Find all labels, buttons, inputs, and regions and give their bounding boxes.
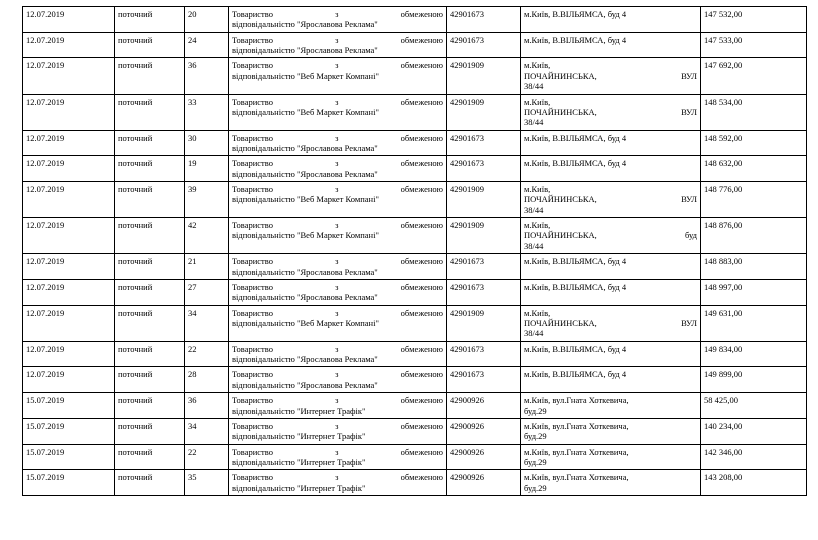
address-line-1: м.Київ, xyxy=(524,184,551,195)
cell-code: 42901909 xyxy=(447,94,521,130)
entity-name-line-1: Товариство з обмеженою xyxy=(232,184,443,195)
cell-number: 28 xyxy=(185,367,229,393)
cell-number: 34 xyxy=(185,305,229,341)
cell-code: 42901909 xyxy=(447,182,521,218)
cell-entity-name xyxy=(229,94,447,130)
cell-date: 12.07.2019 xyxy=(23,7,115,33)
table-row xyxy=(23,279,807,305)
entity-name-line-2: відповідальністю "Интернет Трафік" xyxy=(232,456,366,467)
address-line-3: 38/44 xyxy=(524,328,544,339)
cell-amount: 148 883,00 xyxy=(701,254,807,280)
entity-name-line-1: Товариство з обмеженою xyxy=(232,132,443,143)
cell-address xyxy=(521,393,701,419)
cell-entity-name xyxy=(229,32,447,58)
cell-number: 22 xyxy=(185,341,229,367)
address-line-1: м.Київ, В.ВІЛЬЯМСА, буд 4 xyxy=(524,34,627,45)
table-row xyxy=(23,341,807,367)
address-line-2: буд.29 xyxy=(524,482,547,493)
cell-address xyxy=(521,218,701,254)
cell-date: 12.07.2019 xyxy=(23,218,115,254)
cell-amount: 147 692,00 xyxy=(701,58,807,94)
address-line-1: м.Київ, вул.Гната Хоткевича, xyxy=(524,472,629,483)
table-row xyxy=(23,94,807,130)
entity-name-line-1: Товариство з обмеженою xyxy=(232,307,443,318)
table-row xyxy=(23,393,807,419)
cell-status: поточний xyxy=(115,279,185,305)
entity-name-line-1: Товариство з обмеженою xyxy=(232,281,443,292)
entity-name-line-2: відповідальністю "Веб Маркет Компані" xyxy=(232,106,379,117)
cell-code: 42901909 xyxy=(447,305,521,341)
cell-number: 24 xyxy=(185,32,229,58)
cell-status: поточний xyxy=(115,470,185,496)
cell-date: 12.07.2019 xyxy=(23,58,115,94)
entity-name-line-1: Товариство з обмеженою xyxy=(232,256,443,267)
cell-amount: 143 208,00 xyxy=(701,470,807,496)
table-row xyxy=(23,470,807,496)
cell-address xyxy=(521,367,701,393)
entity-name-line-2: відповідальністю "Ярославова Реклама" xyxy=(232,45,378,56)
cell-number: 20 xyxy=(185,7,229,33)
entity-name-line-1: Товариство з обмеженою xyxy=(232,343,443,354)
cell-amount: 148 876,00 xyxy=(701,218,807,254)
cell-code: 42901673 xyxy=(447,156,521,182)
cell-number: 34 xyxy=(185,418,229,444)
cell-entity-name xyxy=(229,218,447,254)
address-line-3: 38/44 xyxy=(524,81,544,92)
address-line-3: 38/44 xyxy=(524,117,544,128)
table-row xyxy=(23,305,807,341)
entity-name-line-2: відповідальністю "Ярославова Реклама" xyxy=(232,142,378,153)
address-line-1: м.Київ, В.ВІЛЬЯМСА, буд 4 xyxy=(524,369,627,380)
entity-name-line-1: Товариство з обмеженою xyxy=(232,446,443,457)
cell-date: 15.07.2019 xyxy=(23,470,115,496)
cell-amount: 148 632,00 xyxy=(701,156,807,182)
cell-address xyxy=(521,341,701,367)
address-line-2: ПОЧАЙНИНСЬКА, ВУЛ xyxy=(524,70,697,81)
cell-amount: 147 533,00 xyxy=(701,32,807,58)
address-line-2: ПОЧАЙНИНСЬКА, ВУЛ xyxy=(524,317,697,328)
cell-status: поточний xyxy=(115,130,185,156)
table-row xyxy=(23,130,807,156)
entity-name-line-2: відповідальністю "Веб Маркет Компані" xyxy=(232,230,379,241)
cell-amount: 149 834,00 xyxy=(701,341,807,367)
cell-address xyxy=(521,156,701,182)
cell-date: 12.07.2019 xyxy=(23,130,115,156)
cell-number: 35 xyxy=(185,470,229,496)
entity-name-line-2: відповідальністю "Интернет Трафік" xyxy=(232,405,366,416)
address-line-1: м.Київ, В.ВІЛЬЯМСА, буд 4 xyxy=(524,343,627,354)
cell-amount: 149 631,00 xyxy=(701,305,807,341)
address-line-1: м.Київ, xyxy=(524,220,551,231)
entity-name-line-1: Товариство з обмеженою xyxy=(232,472,443,483)
cell-code: 42901909 xyxy=(447,218,521,254)
cell-status: поточний xyxy=(115,182,185,218)
cell-address xyxy=(521,130,701,156)
cell-date: 12.07.2019 xyxy=(23,279,115,305)
cell-date: 15.07.2019 xyxy=(23,393,115,419)
cell-date: 12.07.2019 xyxy=(23,32,115,58)
cell-amount: 149 899,00 xyxy=(701,367,807,393)
cell-entity-name xyxy=(229,367,447,393)
cell-amount: 147 532,00 xyxy=(701,7,807,33)
cell-code: 42901909 xyxy=(447,58,521,94)
entity-name-line-1: Товариство з обмеженою xyxy=(232,34,443,45)
cell-amount: 148 776,00 xyxy=(701,182,807,218)
registry-table xyxy=(22,6,807,496)
cell-entity-name xyxy=(229,58,447,94)
cell-entity-name xyxy=(229,156,447,182)
cell-address xyxy=(521,254,701,280)
cell-date: 12.07.2019 xyxy=(23,367,115,393)
cell-date: 12.07.2019 xyxy=(23,156,115,182)
address-line-2: буд.29 xyxy=(524,456,547,467)
entity-name-line-2: відповідальністю "Ярославова Реклама" xyxy=(232,168,378,179)
cell-number: 21 xyxy=(185,254,229,280)
address-line-1: м.Київ, В.ВІЛЬЯМСА, буд 4 xyxy=(524,256,627,267)
cell-entity-name xyxy=(229,444,447,470)
cell-date: 12.07.2019 xyxy=(23,254,115,280)
entity-name-line-2: відповідальністю "Интернет Трафік" xyxy=(232,431,366,442)
address-line-1: м.Київ, вул.Гната Хоткевича, xyxy=(524,420,629,431)
table-row xyxy=(23,58,807,94)
cell-code: 42901673 xyxy=(447,341,521,367)
table-row xyxy=(23,32,807,58)
cell-date: 15.07.2019 xyxy=(23,444,115,470)
entity-name-line-2: відповідальністю "Веб Маркет Компані" xyxy=(232,70,379,81)
entity-name-line-1: Товариство з обмеженою xyxy=(232,369,443,380)
cell-address xyxy=(521,7,701,33)
cell-code: 42900926 xyxy=(447,418,521,444)
address-line-1: м.Київ, В.ВІЛЬЯМСА, буд 4 xyxy=(524,9,627,19)
cell-number: 22 xyxy=(185,444,229,470)
address-line-1: м.Київ, В.ВІЛЬЯМСА, буд 4 xyxy=(524,132,627,143)
entity-name-line-1: Товариство з обмеженою xyxy=(232,420,443,431)
cell-amount: 148 592,00 xyxy=(701,130,807,156)
cell-amount: 148 997,00 xyxy=(701,279,807,305)
cell-status: поточний xyxy=(115,444,185,470)
address-line-1: м.Київ, xyxy=(524,96,551,107)
cell-code: 42900926 xyxy=(447,393,521,419)
cell-address xyxy=(521,305,701,341)
entity-name-line-1: Товариство з обмеженою xyxy=(232,60,443,71)
address-line-1: м.Київ, xyxy=(524,307,551,318)
address-line-1: м.Київ, вул.Гната Хоткевича, xyxy=(524,446,629,457)
cell-status: поточний xyxy=(115,393,185,419)
cell-date: 12.07.2019 xyxy=(23,182,115,218)
cell-status: поточний xyxy=(115,305,185,341)
cell-date: 12.07.2019 xyxy=(23,94,115,130)
cell-amount: 148 534,00 xyxy=(701,94,807,130)
cell-entity-name xyxy=(229,418,447,444)
cell-code: 42901673 xyxy=(447,130,521,156)
address-line-3: 38/44 xyxy=(524,240,544,251)
entity-name-line-2: відповідальністю "Ярославова Реклама" xyxy=(232,354,378,365)
cell-date: 12.07.2019 xyxy=(23,341,115,367)
cell-status: поточний xyxy=(115,7,185,33)
cell-status: поточний xyxy=(115,94,185,130)
cell-entity-name xyxy=(229,393,447,419)
cell-status: поточний xyxy=(115,58,185,94)
entity-name-line-1: Товариство з обмеженою xyxy=(232,9,443,19)
cell-number: 30 xyxy=(185,130,229,156)
address-line-1: м.Київ, В.ВІЛЬЯМСА, буд 4 xyxy=(524,281,627,292)
table-row xyxy=(23,254,807,280)
address-line-2: буд.29 xyxy=(524,431,547,442)
cell-entity-name xyxy=(229,130,447,156)
cell-entity-name xyxy=(229,305,447,341)
cell-number: 33 xyxy=(185,94,229,130)
cell-date: 15.07.2019 xyxy=(23,418,115,444)
cell-entity-name xyxy=(229,7,447,33)
cell-address xyxy=(521,470,701,496)
cell-amount: 58 425,00 xyxy=(701,393,807,419)
cell-entity-name xyxy=(229,341,447,367)
cell-number: 36 xyxy=(185,393,229,419)
entity-name-line-1: Товариство з обмеженою xyxy=(232,220,443,231)
entity-name-line-2: відповідальністю "Ярославова Реклама" xyxy=(232,266,378,277)
registry-table-body xyxy=(23,7,807,496)
address-line-1: м.Київ, В.ВІЛЬЯМСА, буд 4 xyxy=(524,158,627,169)
cell-status: поточний xyxy=(115,218,185,254)
cell-address xyxy=(521,32,701,58)
cell-date: 12.07.2019 xyxy=(23,305,115,341)
cell-amount: 140 234,00 xyxy=(701,418,807,444)
cell-address xyxy=(521,279,701,305)
entity-name-line-2: відповідальністю "Веб Маркет Компані" xyxy=(232,194,379,205)
cell-code: 42901673 xyxy=(447,7,521,33)
cell-status: поточний xyxy=(115,341,185,367)
address-line-3: 38/44 xyxy=(524,204,544,215)
cell-code: 42901673 xyxy=(447,32,521,58)
entity-name-line-2: відповідальністю "Интернет Трафік" xyxy=(232,482,366,493)
entity-name-line-2: відповідальністю "Ярославова Реклама" xyxy=(232,292,378,303)
cell-number: 19 xyxy=(185,156,229,182)
cell-status: поточний xyxy=(115,156,185,182)
cell-status: поточний xyxy=(115,418,185,444)
address-line-1: м.Київ, xyxy=(524,60,551,71)
cell-address xyxy=(521,94,701,130)
table-row xyxy=(23,444,807,470)
cell-entity-name xyxy=(229,470,447,496)
table-row xyxy=(23,7,807,33)
cell-code: 42901673 xyxy=(447,279,521,305)
entity-name-line-1: Товариство з обмеженою xyxy=(232,158,443,169)
cell-code: 42901673 xyxy=(447,254,521,280)
address-line-2: ПОЧАЙНИНСЬКА, ВУЛ xyxy=(524,106,697,117)
cell-code: 42900926 xyxy=(447,444,521,470)
entity-name-line-2: відповідальністю "Ярославова Реклама" xyxy=(232,379,378,390)
entity-name-line-1: Товариство з обмеженою xyxy=(232,395,443,406)
table-row xyxy=(23,182,807,218)
cell-number: 27 xyxy=(185,279,229,305)
entity-name-line-2: відповідальністю "Веб Маркет Компані" xyxy=(232,317,379,328)
cell-entity-name xyxy=(229,279,447,305)
cell-address xyxy=(521,58,701,94)
table-row xyxy=(23,156,807,182)
table-row xyxy=(23,218,807,254)
table-row xyxy=(23,418,807,444)
table-row xyxy=(23,367,807,393)
address-line-2: буд.29 xyxy=(524,405,547,416)
cell-number: 36 xyxy=(185,58,229,94)
cell-address xyxy=(521,418,701,444)
cell-code: 42901673 xyxy=(447,367,521,393)
cell-status: поточний xyxy=(115,367,185,393)
cell-address xyxy=(521,182,701,218)
entity-name-line-2: відповідальністю "Ярославова Реклама" xyxy=(232,19,378,30)
cell-amount: 142 346,00 xyxy=(701,444,807,470)
cell-status: поточний xyxy=(115,32,185,58)
address-line-2: ПОЧАЙНИНСЬКА, буд xyxy=(524,230,697,241)
cell-address xyxy=(521,444,701,470)
cell-number: 39 xyxy=(185,182,229,218)
address-line-1: м.Київ, вул.Гната Хоткевича, xyxy=(524,395,629,406)
cell-code: 42900926 xyxy=(447,470,521,496)
cell-entity-name xyxy=(229,254,447,280)
cell-entity-name xyxy=(229,182,447,218)
cell-number: 42 xyxy=(185,218,229,254)
entity-name-line-1: Товариство з обмеженою xyxy=(232,96,443,107)
cell-status: поточний xyxy=(115,254,185,280)
address-line-2: ПОЧАЙНИНСЬКА, ВУЛ xyxy=(524,194,697,205)
